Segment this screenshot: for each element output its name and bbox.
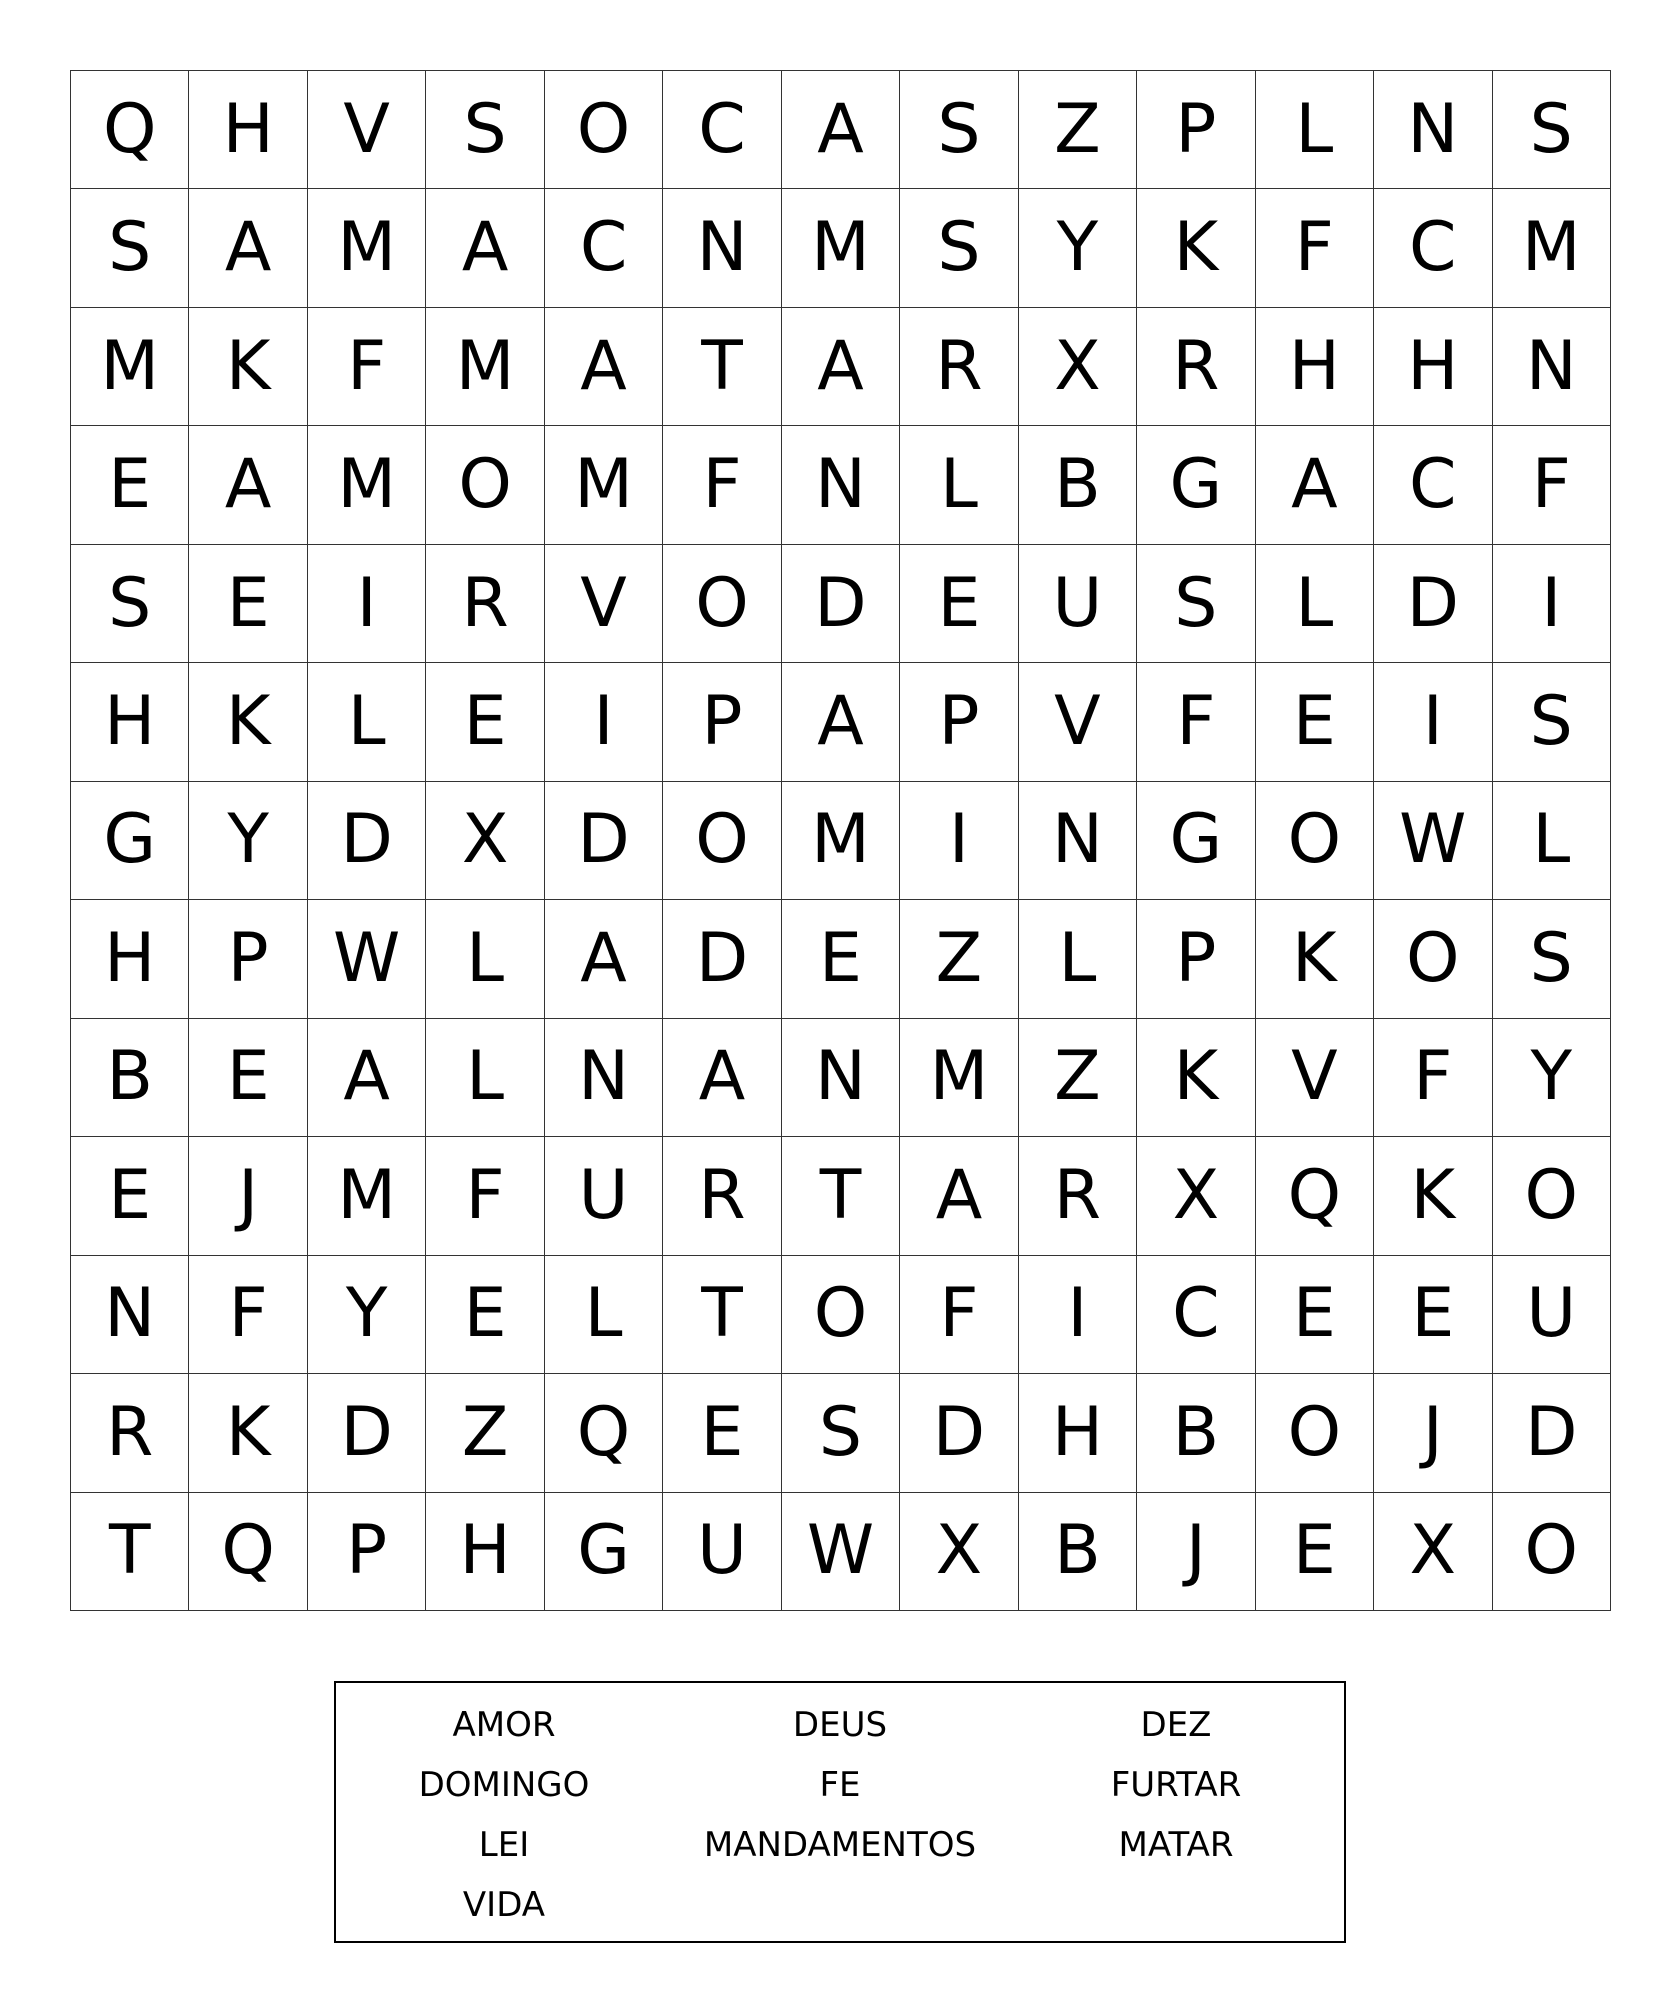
grid-cell[interactable]: E [189, 1019, 307, 1137]
grid-cell[interactable]: A [782, 663, 900, 781]
grid-cell[interactable]: K [1137, 1019, 1255, 1137]
grid-cell[interactable]: T [71, 1493, 189, 1611]
grid-cell[interactable]: Z [1019, 1019, 1137, 1137]
grid-cell[interactable]: N [545, 1019, 663, 1137]
grid-cell[interactable]: K [189, 308, 307, 426]
grid-cell[interactable]: Y [1493, 1019, 1611, 1137]
grid-cell[interactable]: R [900, 308, 1018, 426]
grid-cell[interactable]: Q [545, 1374, 663, 1492]
grid-cell[interactable]: E [900, 545, 1018, 663]
grid-cell[interactable]: X [900, 1493, 1018, 1611]
grid-cell[interactable]: E [782, 900, 900, 1018]
grid-cell[interactable]: A [663, 1019, 781, 1137]
grid-cell[interactable]: S [426, 71, 544, 189]
grid-cell[interactable]: H [1019, 1374, 1137, 1492]
grid-cell[interactable]: E [426, 663, 544, 781]
grid-cell[interactable]: O [1256, 782, 1374, 900]
grid-cell[interactable]: S [900, 71, 1018, 189]
grid-cell[interactable]: W [1374, 782, 1492, 900]
grid-cell[interactable]: G [545, 1493, 663, 1611]
grid-cell[interactable]: A [308, 1019, 426, 1137]
grid-cell[interactable]: H [1256, 308, 1374, 426]
grid-cell[interactable]: D [545, 782, 663, 900]
grid-cell[interactable]: M [782, 189, 900, 307]
grid-cell[interactable]: S [1493, 900, 1611, 1018]
grid-cell[interactable]: A [782, 71, 900, 189]
grid-cell[interactable]: A [545, 308, 663, 426]
grid-cell[interactable]: C [545, 189, 663, 307]
grid-cell[interactable]: O [426, 426, 544, 544]
grid-cell[interactable]: E [1256, 1256, 1374, 1374]
grid-cell[interactable]: T [663, 1256, 781, 1374]
grid-cell[interactable]: L [1256, 545, 1374, 663]
word-list-item: FE [819, 1765, 861, 1805]
grid-cell[interactable]: P [900, 663, 1018, 781]
grid-cell[interactable]: G [1137, 782, 1255, 900]
grid-cell[interactable]: Y [308, 1256, 426, 1374]
grid-cell[interactable]: I [308, 545, 426, 663]
word-list-item: MATAR [1118, 1825, 1234, 1865]
grid-cell[interactable]: F [426, 1137, 544, 1255]
grid-cell[interactable]: I [1374, 663, 1492, 781]
grid-cell[interactable]: A [545, 900, 663, 1018]
grid-cell[interactable]: L [426, 1019, 544, 1137]
grid-cell[interactable]: K [189, 663, 307, 781]
grid-cell[interactable]: M [900, 1019, 1018, 1137]
grid-cell[interactable]: J [189, 1137, 307, 1255]
grid-cell[interactable]: R [71, 1374, 189, 1492]
grid-cell[interactable]: D [663, 900, 781, 1018]
grid-cell[interactable]: L [426, 900, 544, 1018]
grid-cell[interactable]: P [1137, 71, 1255, 189]
grid-cell[interactable]: L [900, 426, 1018, 544]
grid-cell[interactable]: O [1493, 1137, 1611, 1255]
grid-cell[interactable]: D [900, 1374, 1018, 1492]
grid-cell[interactable]: D [1493, 1374, 1611, 1492]
grid-cell[interactable]: D [308, 782, 426, 900]
grid-cell[interactable]: R [426, 545, 544, 663]
grid-cell[interactable]: N [1019, 782, 1137, 900]
grid-cell[interactable]: E [1374, 1256, 1492, 1374]
grid-cell[interactable]: O [1256, 1374, 1374, 1492]
grid-cell[interactable]: E [663, 1374, 781, 1492]
grid-cell[interactable]: N [71, 1256, 189, 1374]
word-list-box [334, 1681, 1346, 1943]
grid-cell[interactable]: I [900, 782, 1018, 900]
grid-cell[interactable]: G [1137, 426, 1255, 544]
grid-cell[interactable]: K [189, 1374, 307, 1492]
grid-cell[interactable]: K [1137, 189, 1255, 307]
grid-cell[interactable]: L [1256, 71, 1374, 189]
grid-cell[interactable]: L [545, 1256, 663, 1374]
grid-cell[interactable]: E [71, 426, 189, 544]
grid-cell[interactable]: F [1493, 426, 1611, 544]
grid-cell[interactable]: M [308, 189, 426, 307]
grid-cell[interactable]: Z [1019, 71, 1137, 189]
grid-cell[interactable]: Q [71, 71, 189, 189]
grid-cell[interactable]: V [1019, 663, 1137, 781]
grid-cell[interactable]: R [1137, 308, 1255, 426]
grid-cell[interactable]: D [1374, 545, 1492, 663]
grid-cell[interactable]: P [308, 1493, 426, 1611]
letter-grid [70, 70, 1611, 1611]
grid-cell[interactable]: L [1019, 900, 1137, 1018]
grid-cell[interactable]: N [782, 1019, 900, 1137]
grid-cell[interactable]: E [1256, 663, 1374, 781]
grid-cell[interactable]: G [71, 782, 189, 900]
word-list-item: DOMINGO [418, 1765, 590, 1805]
grid-cell[interactable]: C [663, 71, 781, 189]
grid-cell[interactable]: V [308, 71, 426, 189]
grid-cell[interactable]: S [71, 545, 189, 663]
grid-cell[interactable]: S [1493, 71, 1611, 189]
grid-cell[interactable]: E [71, 1137, 189, 1255]
grid-cell[interactable]: M [545, 426, 663, 544]
word-list-item: AMOR [452, 1705, 556, 1745]
grid-cell[interactable]: M [1493, 189, 1611, 307]
grid-cell[interactable]: T [782, 1137, 900, 1255]
grid-cell[interactable]: I [1493, 545, 1611, 663]
grid-cell[interactable]: K [1256, 900, 1374, 1018]
word-list-item: MANDAMENTOS [703, 1825, 977, 1865]
grid-cell[interactable]: K [1374, 1137, 1492, 1255]
grid-cell[interactable]: H [426, 1493, 544, 1611]
grid-cell[interactable]: F [1374, 1019, 1492, 1137]
grid-cell[interactable]: H [71, 663, 189, 781]
grid-cell[interactable]: X [1137, 1137, 1255, 1255]
grid-cell[interactable]: H [189, 71, 307, 189]
grid-cell[interactable]: A [189, 426, 307, 544]
grid-cell[interactable]: U [663, 1493, 781, 1611]
grid-cell[interactable]: F [308, 308, 426, 426]
grid-cell[interactable]: H [1374, 308, 1492, 426]
grid-cell[interactable]: E [1256, 1493, 1374, 1611]
grid-cell[interactable]: M [782, 782, 900, 900]
grid-cell[interactable]: N [1374, 71, 1492, 189]
grid-cell[interactable]: V [545, 545, 663, 663]
grid-cell[interactable]: F [900, 1256, 1018, 1374]
grid-cell[interactable]: B [1019, 426, 1137, 544]
grid-cell[interactable]: N [663, 189, 781, 307]
word-list-item: VIDA [462, 1885, 546, 1925]
grid-cell[interactable]: O [1493, 1493, 1611, 1611]
grid-cell[interactable]: S [1137, 545, 1255, 663]
grid-cell[interactable]: E [189, 545, 307, 663]
grid-cell[interactable]: V [1256, 1019, 1374, 1137]
grid-cell[interactable]: Q [1256, 1137, 1374, 1255]
grid-cell[interactable]: P [1137, 900, 1255, 1018]
grid-cell[interactable]: S [782, 1374, 900, 1492]
grid-cell[interactable]: U [1019, 545, 1137, 663]
grid-cell[interactable]: A [426, 189, 544, 307]
grid-cell[interactable]: W [308, 900, 426, 1018]
grid-cell[interactable]: X [426, 782, 544, 900]
grid-cell[interactable]: H [71, 900, 189, 1018]
grid-cell[interactable]: Z [900, 900, 1018, 1018]
grid-cell[interactable]: M [308, 1137, 426, 1255]
grid-cell[interactable]: M [308, 426, 426, 544]
grid-cell[interactable]: E [426, 1256, 544, 1374]
grid-cell[interactable]: B [1019, 1493, 1137, 1611]
grid-cell[interactable]: A [782, 308, 900, 426]
grid-cell[interactable]: J [1374, 1374, 1492, 1492]
grid-cell[interactable]: Y [1019, 189, 1137, 307]
grid-cell[interactable]: U [1493, 1256, 1611, 1374]
grid-cell[interactable]: F [189, 1256, 307, 1374]
grid-cell[interactable]: D [308, 1374, 426, 1492]
grid-cell[interactable]: F [1137, 663, 1255, 781]
grid-cell[interactable]: P [663, 663, 781, 781]
grid-cell[interactable]: O [782, 1256, 900, 1374]
grid-cell[interactable]: R [1019, 1137, 1137, 1255]
grid-cell[interactable]: C [1374, 189, 1492, 307]
word-list-item: FURTAR [1110, 1765, 1242, 1805]
grid-cell[interactable]: U [545, 1137, 663, 1255]
grid-cell[interactable]: L [1493, 782, 1611, 900]
grid-cell[interactable]: W [782, 1493, 900, 1611]
grid-cell[interactable]: S [900, 189, 1018, 307]
grid-cell[interactable]: R [663, 1137, 781, 1255]
word-list-item: DEZ [1140, 1705, 1212, 1745]
grid-cell[interactable]: S [71, 189, 189, 307]
word-list-item: DEUS [792, 1705, 888, 1745]
grid-cell[interactable]: Y [189, 782, 307, 900]
grid-cell[interactable]: N [1493, 308, 1611, 426]
grid-cell[interactable]: J [1137, 1493, 1255, 1611]
word-list-item: LEI [478, 1825, 530, 1865]
grid-cell[interactable]: Z [426, 1374, 544, 1492]
grid-cell[interactable]: O [545, 71, 663, 189]
grid-cell[interactable]: T [663, 308, 781, 426]
grid-cell[interactable]: M [426, 308, 544, 426]
grid-cell[interactable]: A [900, 1137, 1018, 1255]
grid-cell[interactable]: B [71, 1019, 189, 1137]
grid-cell[interactable]: C [1137, 1256, 1255, 1374]
grid-cell[interactable]: I [1019, 1256, 1137, 1374]
grid-cell[interactable]: C [1374, 426, 1492, 544]
grid-cell[interactable]: M [71, 308, 189, 426]
grid-cell[interactable]: B [1137, 1374, 1255, 1492]
grid-cell[interactable]: X [1374, 1493, 1492, 1611]
grid-cell[interactable]: S [1493, 663, 1611, 781]
grid-cell[interactable]: D [782, 545, 900, 663]
grid-cell[interactable]: X [1019, 308, 1137, 426]
grid-cell[interactable]: P [189, 900, 307, 1018]
grid-cell[interactable]: I [545, 663, 663, 781]
grid-cell[interactable]: O [663, 545, 781, 663]
grid-cell[interactable]: N [782, 426, 900, 544]
grid-cell[interactable]: O [663, 782, 781, 900]
grid-cell[interactable]: Q [189, 1493, 307, 1611]
grid-cell[interactable]: A [189, 189, 307, 307]
grid-cell[interactable]: O [1374, 900, 1492, 1018]
grid-cell[interactable]: F [1256, 189, 1374, 307]
grid-cell[interactable]: F [663, 426, 781, 544]
grid-cell[interactable]: L [308, 663, 426, 781]
grid-cell[interactable]: A [1256, 426, 1374, 544]
